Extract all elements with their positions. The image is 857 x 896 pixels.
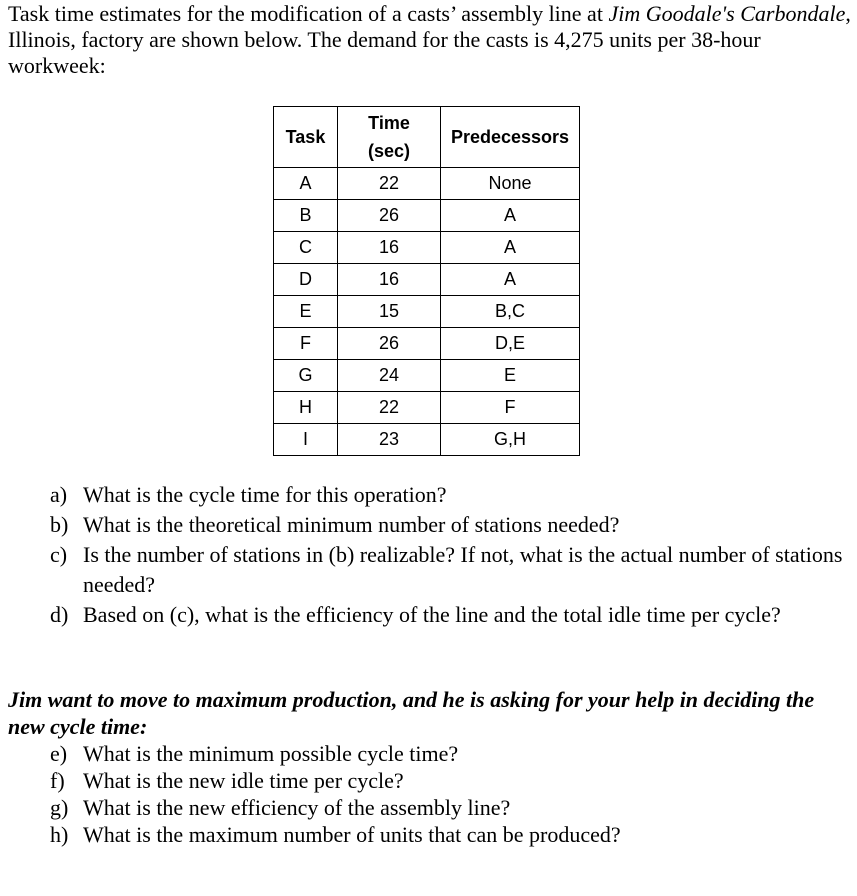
question-item [8,540,848,600]
question-item [8,740,848,767]
question-item [8,600,848,630]
cell-task: C [274,232,338,264]
header-time-line2: (sec) [367,141,411,161]
cell-time: 15 [338,296,441,328]
task-time-table [273,106,580,456]
cell-task: E [274,296,338,328]
cell-time: 23 [338,424,441,456]
cell-task: G [274,360,338,392]
question-label: h) [50,822,69,847]
question-item [8,480,848,510]
question-label: g) [50,795,69,820]
table-header-row [274,107,580,168]
header-predecessors: Predecessors [441,107,580,168]
table-row [274,264,580,296]
question-text: Is the number of stations in (b) realizable? If not, what is the actual number of stations needed? [83,542,843,597]
cell-time: 22 [338,168,441,200]
cell-task: H [274,392,338,424]
header-time-line1: Time [368,113,410,133]
cell-time: 22 [338,392,441,424]
cell-pred: A [441,200,580,232]
question-text: What is the cycle time for this operation? [83,482,447,507]
cell-pred: A [441,264,580,296]
question-item [8,821,848,848]
header-task: Task [274,107,338,168]
table-row [274,200,580,232]
table-row [274,328,580,360]
question-label: c) [50,542,68,567]
question-text: What is the new efficiency of the assembly line? [83,795,511,820]
cell-task: B [274,200,338,232]
header-time [338,107,441,168]
table-row [274,232,580,264]
questions-part2 [8,740,848,848]
questions-part1 [8,480,848,630]
question-label: d) [50,602,69,627]
question-text: What is the theoretical minimum number of stations needed? [83,512,620,537]
table-row [274,168,580,200]
question-text: What is the maximum number of units that can be produced? [83,822,621,847]
table-row [274,360,580,392]
question-text: What is the minimum possible cycle time? [83,741,459,766]
cell-pred: E [441,360,580,392]
cell-time: 16 [338,232,441,264]
question-text: What is the new idle time per cycle? [83,768,404,793]
question-item [8,510,848,540]
table-row [274,296,580,328]
intro-text-1: Task time estimates for the modification of a casts’ assembly line at [8,1,609,26]
cell-pred: None [441,168,580,200]
intro-place: Jim Goodale's Carbondale [608,1,846,26]
jim-prompt: Jim want to move to maximum production, and he is asking for your help in deciding the new cycle time: [8,687,815,739]
cell-task: I [274,424,338,456]
cell-pred: F [441,392,580,424]
cell-pred: D,E [441,328,580,360]
cell-time: 26 [338,200,441,232]
table-row [274,424,580,456]
cell-time: 24 [338,360,441,392]
question-label: f) [50,768,65,793]
intro-text-2: , Illinois, factory are shown below. The demand for the casts is 4,275 units per 38-hour workweek: [8,1,851,78]
cell-pred: A [441,232,580,264]
table-row [274,392,580,424]
problem-intro [8,1,853,79]
cell-pred: B,C [441,296,580,328]
question-label: a) [50,482,68,507]
cell-time: 16 [338,264,441,296]
question-item [8,767,848,794]
question-label: b) [50,512,69,537]
question-item [8,794,848,821]
cell-pred: G,H [441,424,580,456]
question-label: e) [50,741,68,766]
cell-time: 26 [338,328,441,360]
cell-task: D [274,264,338,296]
question-text: Based on (c), what is the efficiency of the line and the total idle time per cycle? [83,602,781,627]
cell-task: F [274,328,338,360]
cell-task: A [274,168,338,200]
